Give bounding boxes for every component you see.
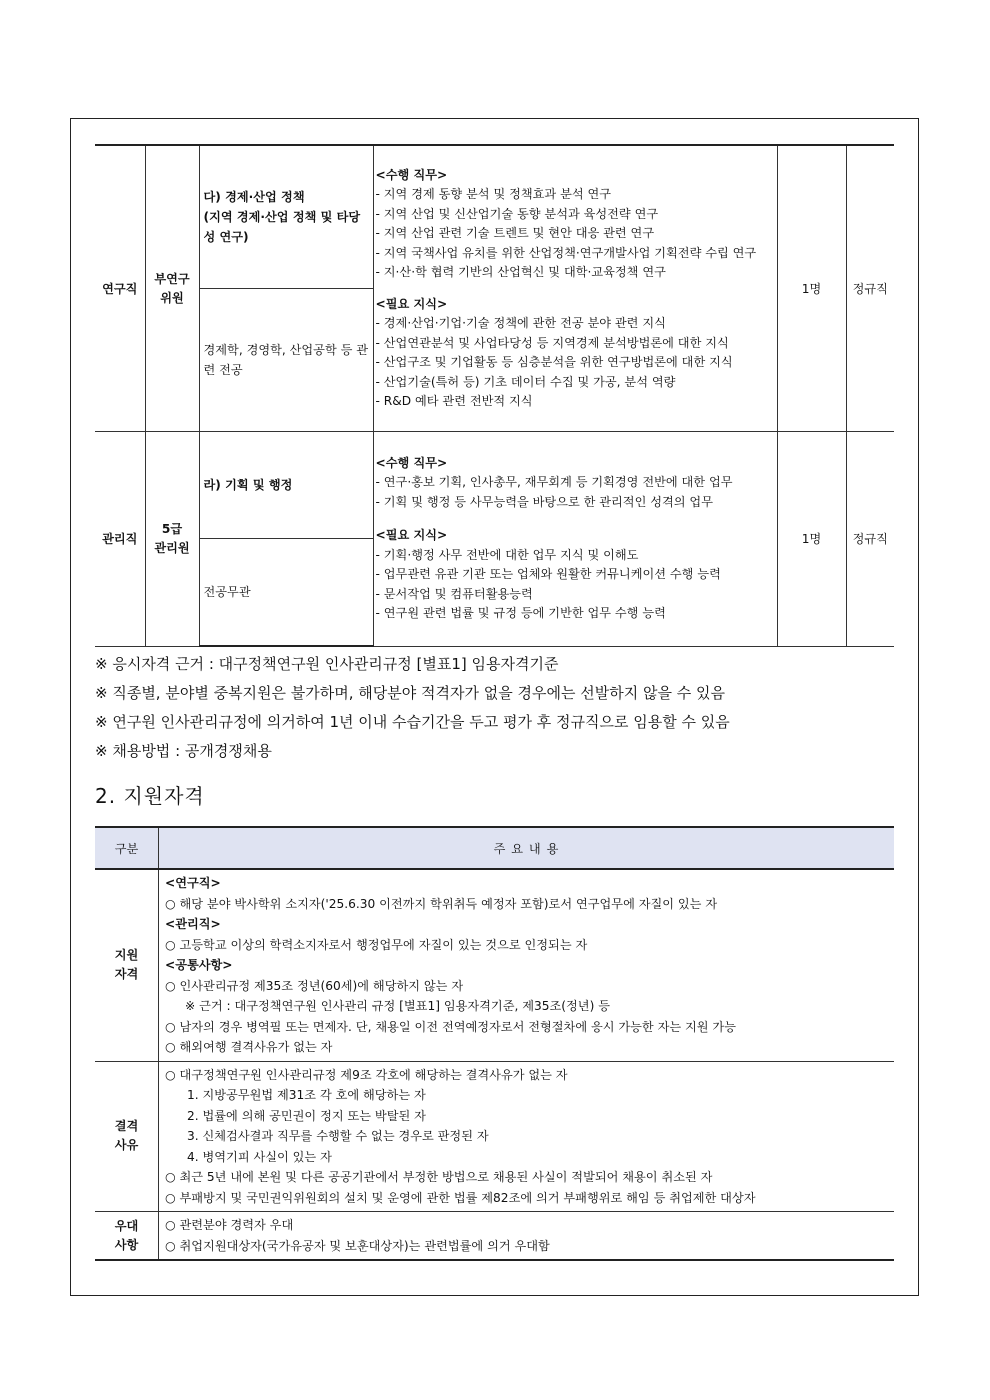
duty-item: - 연구·홍보 기획, 인사총무, 재무회계 등 기획경영 전반에 대한 업무 <box>375 475 733 490</box>
content-line: ○ 최근 5년 내에 본원 및 다른 공공기관에서 부정한 방법으로 채용된 사실이 적발되어 채용이 취소된 자 <box>165 1170 713 1184</box>
note-probation: ※ 연구원 인사관리규정에 의거하여 1년 이내 수습기간을 두고 평가 후 정규직으로 임용할 수 있음 <box>95 713 730 731</box>
duties-heading: <수행 직무> <box>375 455 448 470</box>
knowledge-heading: <필요 지식> <box>375 296 448 311</box>
duty-item: - 지역 국책사업 유치를 위한 산업정책·연구개발사업 기획전략 수립 연구 <box>375 245 757 260</box>
content-line: ○ 해외여행 결격사유가 없는 자 <box>165 1040 333 1054</box>
field-major: 전공무관 <box>199 539 373 647</box>
headcount: 1명 <box>777 432 846 647</box>
rank-grade5-admin: 5급 관리원 <box>145 432 199 647</box>
content-line: <관리직> <box>165 917 221 931</box>
knowledge-item: - 경제·산업·기업·기술 정책에 관한 전공 분야 관련 지식 <box>375 316 666 330</box>
field-economy-industry: 다) 경제·산업 정책 (지역 경제·산업 정책 및 타당성 연구) <box>199 145 373 289</box>
qualification-table <box>95 826 894 1261</box>
duty-item: - 지역 산업 및 신산업기술 동향 분석과 육성전략 연구 <box>375 206 659 221</box>
employment-type: 정규직 <box>846 145 894 432</box>
headcount: 1명 <box>777 145 846 432</box>
label-eligibility: 지원 자격 <box>95 869 159 1061</box>
note-duplicate-application: ※ 직종별, 분야별 중복지원은 불가하며, 해당분야 적격자가 없을 경우에는 선발하지 않을 수 있음 <box>95 684 725 702</box>
employment-type: 정규직 <box>846 432 894 647</box>
content-line: ○ 남자의 경우 병역필 또는 면제자. 단, 채용일 이전 전역예정자로서 전형절차에 응시 가능한 자는 지원 가능 <box>165 1019 736 1034</box>
duty-item: - 지역 산업 관련 기술 트렌트 및 현안 대응 관련 연구 <box>375 226 655 240</box>
content-line: ○ 인사관리규정 제35조 정년(60세)에 해당하지 않는 자 <box>165 978 464 993</box>
content-line: 3. 신체검사결과 직무를 수행할 수 없는 경우로 판정된 자 <box>187 1129 489 1143</box>
duty-item: - 지·산·학 협력 기반의 산업혁신 및 대학·교육정책 연구 <box>375 265 666 279</box>
header-content: 주 요 내 용 <box>159 827 895 869</box>
rank-associate-fellow: 부연구 위원 <box>145 145 199 432</box>
knowledge-item: - 기획·행정 사무 전반에 대한 업무 지식 및 이해도 <box>375 547 639 562</box>
content-line: <공통사항> <box>165 958 233 972</box>
label-preference: 우대 사항 <box>95 1212 159 1261</box>
duties-heading: <수행 직무> <box>375 167 448 182</box>
knowledge-item: - R&D 예타 관련 전반적 지식 <box>375 394 533 408</box>
content-line: ○ 해당 분야 박사학위 소지자('25.6.30 이전까지 학위취득 예정자 포함)로서 연구업무에 자질이 있는 자 <box>165 896 718 911</box>
knowledge-item: - 문서작업 및 컴퓨터활용능력 <box>375 586 533 601</box>
eligibility-content <box>159 869 895 1061</box>
duty-item: - 기획 및 행정 등 사무능력을 바탕으로 한 관리적인 성격의 업무 <box>375 494 713 509</box>
field-major: 경제학, 경영학, 산업공학 등 관련 전공 <box>199 289 373 432</box>
content-line: ○ 취업지원대상자(국가유공자 및 보훈대상자)는 관련법률에 의거 우대함 <box>165 1238 550 1253</box>
content-line: ○ 부패방지 및 국민권익위원회의 설치 및 운영에 관한 법률 제82조에 의거 부패행위로 해임 등 취업제한 대상자 <box>165 1190 756 1205</box>
content-line: ○ 관련분야 경력자 우대 <box>165 1218 294 1232</box>
note-qualification-basis: ※ 응시자격 근거 : 대구정책연구원 인사관리규정 [별표1] 임용자격기준 <box>95 655 559 673</box>
header-category: 구분 <box>95 827 159 869</box>
category-admin: 관리직 <box>95 432 145 647</box>
knowledge-item: - 산업기술(특허 등) 기초 데이터 수집 및 가공, 분석 역량 <box>375 374 676 389</box>
notes <box>95 650 730 766</box>
label-disqualification: 결격 사유 <box>95 1061 159 1212</box>
knowledge-item: - 연구원 관련 법률 및 규정 등에 기반한 업무 수행 능력 <box>375 606 666 621</box>
section-title: 2. 지원자격 <box>95 784 205 808</box>
duty-item: - 지역 경제 동향 분석 및 정책효과 분석 연구 <box>375 187 612 201</box>
content-line: ○ 대구정책연구원 인사관리규정 제9조 각호에 해당하는 결격사유가 없는 자 <box>165 1067 568 1082</box>
content-line: 4. 병역기피 사실이 있는 자 <box>187 1149 332 1164</box>
knowledge-heading: <필요 지식> <box>375 528 448 543</box>
category-research: 연구직 <box>95 145 145 432</box>
positions-table <box>95 144 894 647</box>
content-line: <연구직> <box>165 876 221 890</box>
knowledge-item: - 산업연관분석 및 사업타당성 등 지역경제 분석방법론에 대한 지식 <box>375 335 729 350</box>
knowledge-item: - 업무관련 유관 기관 또는 업체와 원활한 커뮤니케이션 수행 능력 <box>375 567 721 582</box>
content-line: 2. 법률에 의해 공민권이 정지 또는 박탈된 자 <box>187 1108 426 1123</box>
disqualification-content <box>159 1061 895 1212</box>
duties-admin <box>373 432 777 647</box>
note-recruitment-method: ※ 채용방법 : 공개경쟁채용 <box>95 742 272 760</box>
field-planning-admin: 라) 기획 및 행정 <box>199 432 373 539</box>
content-line: 1. 지방공무원법 제31조 각 호에 해당하는 자 <box>187 1088 426 1102</box>
preference-content <box>159 1212 895 1261</box>
knowledge-item: - 산업구조 및 기업활동 등 심층분석을 위한 연구방법론에 대한 지식 <box>375 355 733 369</box>
duties-research <box>373 145 777 432</box>
content-line: ○ 고등학교 이상의 학력소지자로서 행정업무에 자질이 있는 것으로 인정되는 자 <box>165 937 588 952</box>
content-line: ※ 근거 : 대구정책연구원 인사관리 규정 [별표1] 임용자격기준, 제35조(정년) 등 <box>185 999 610 1013</box>
